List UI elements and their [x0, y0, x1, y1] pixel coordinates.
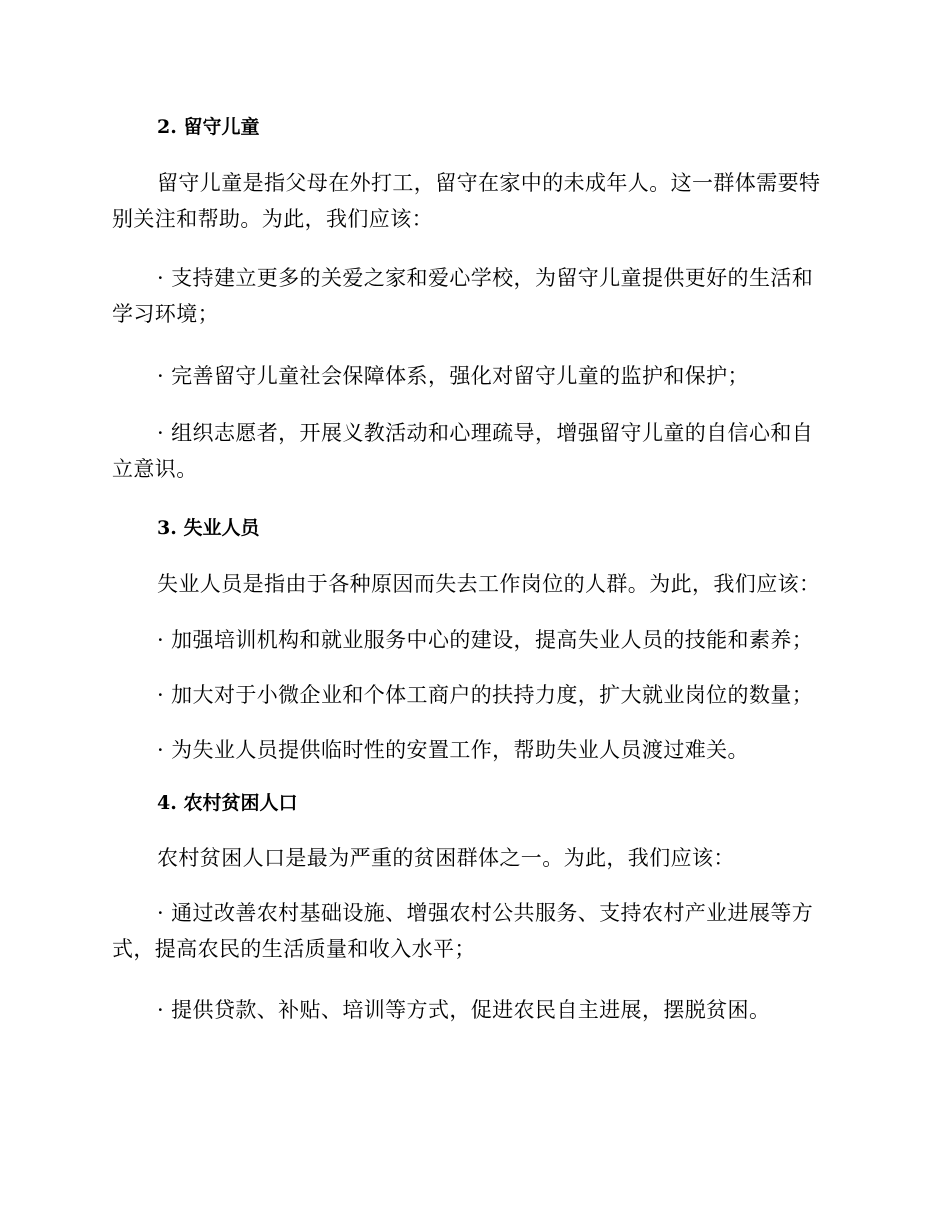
bullet-item-support-care-homes: · 支持建立更多的关爱之家和爱心学校，为留守儿童提供更好的生活和学习环境； [112, 266, 814, 326]
section-heading-rural-poor: 4. 农村贫困人口 [157, 792, 298, 814]
bullet-item-training: · 加强培训机构和就业服务中心的建设，提高失业人员的技能和素养； [157, 628, 814, 652]
paragraph-rural-poor-intro: 农村贫困人口是最为严重的贫困群体之一。为此，我们应该： [157, 846, 735, 870]
section-heading-left-behind-children: 2. 留守儿童 [157, 116, 260, 138]
bullet-item-volunteers: · 组织志愿者，开展义教活动和心理疏导，增强留守儿童的自信心和自立意识。 [112, 421, 814, 481]
bullet-item-small-business: · 加大对于小微企业和个体工商户的扶持力度，扩大就业岗位的数量； [157, 683, 814, 707]
paragraph-left-behind-intro: 留守儿童是指父母在外打工，留守在家中的未成年人。这一群体需要特别关注和帮助。为此，我们应该： [112, 171, 821, 231]
section-heading-unemployed: 3. 失业人员 [157, 517, 260, 539]
bullet-item-social-security: · 完善留守儿童社会保障体系，强化对留守儿童的监护和保护； [157, 364, 749, 388]
bullet-item-temporary-work: · 为失业人员提供临时性的安置工作，帮助失业人员渡过难关。 [157, 738, 749, 762]
paragraph-unemployed-intro: 失业人员是指由于各种原因而失去工作岗位的人群。为此，我们应该： [157, 572, 821, 596]
bullet-item-loans-subsidies: · 提供贷款、补贴、培训等方式，促进农民自主进展，摆脱贫困。 [157, 998, 771, 1022]
bullet-item-infrastructure: · 通过改善农村基础设施、增强农村公共服务、支持农村产业进展等方式，提高农民的生活质量和收入水平； [112, 901, 814, 961]
